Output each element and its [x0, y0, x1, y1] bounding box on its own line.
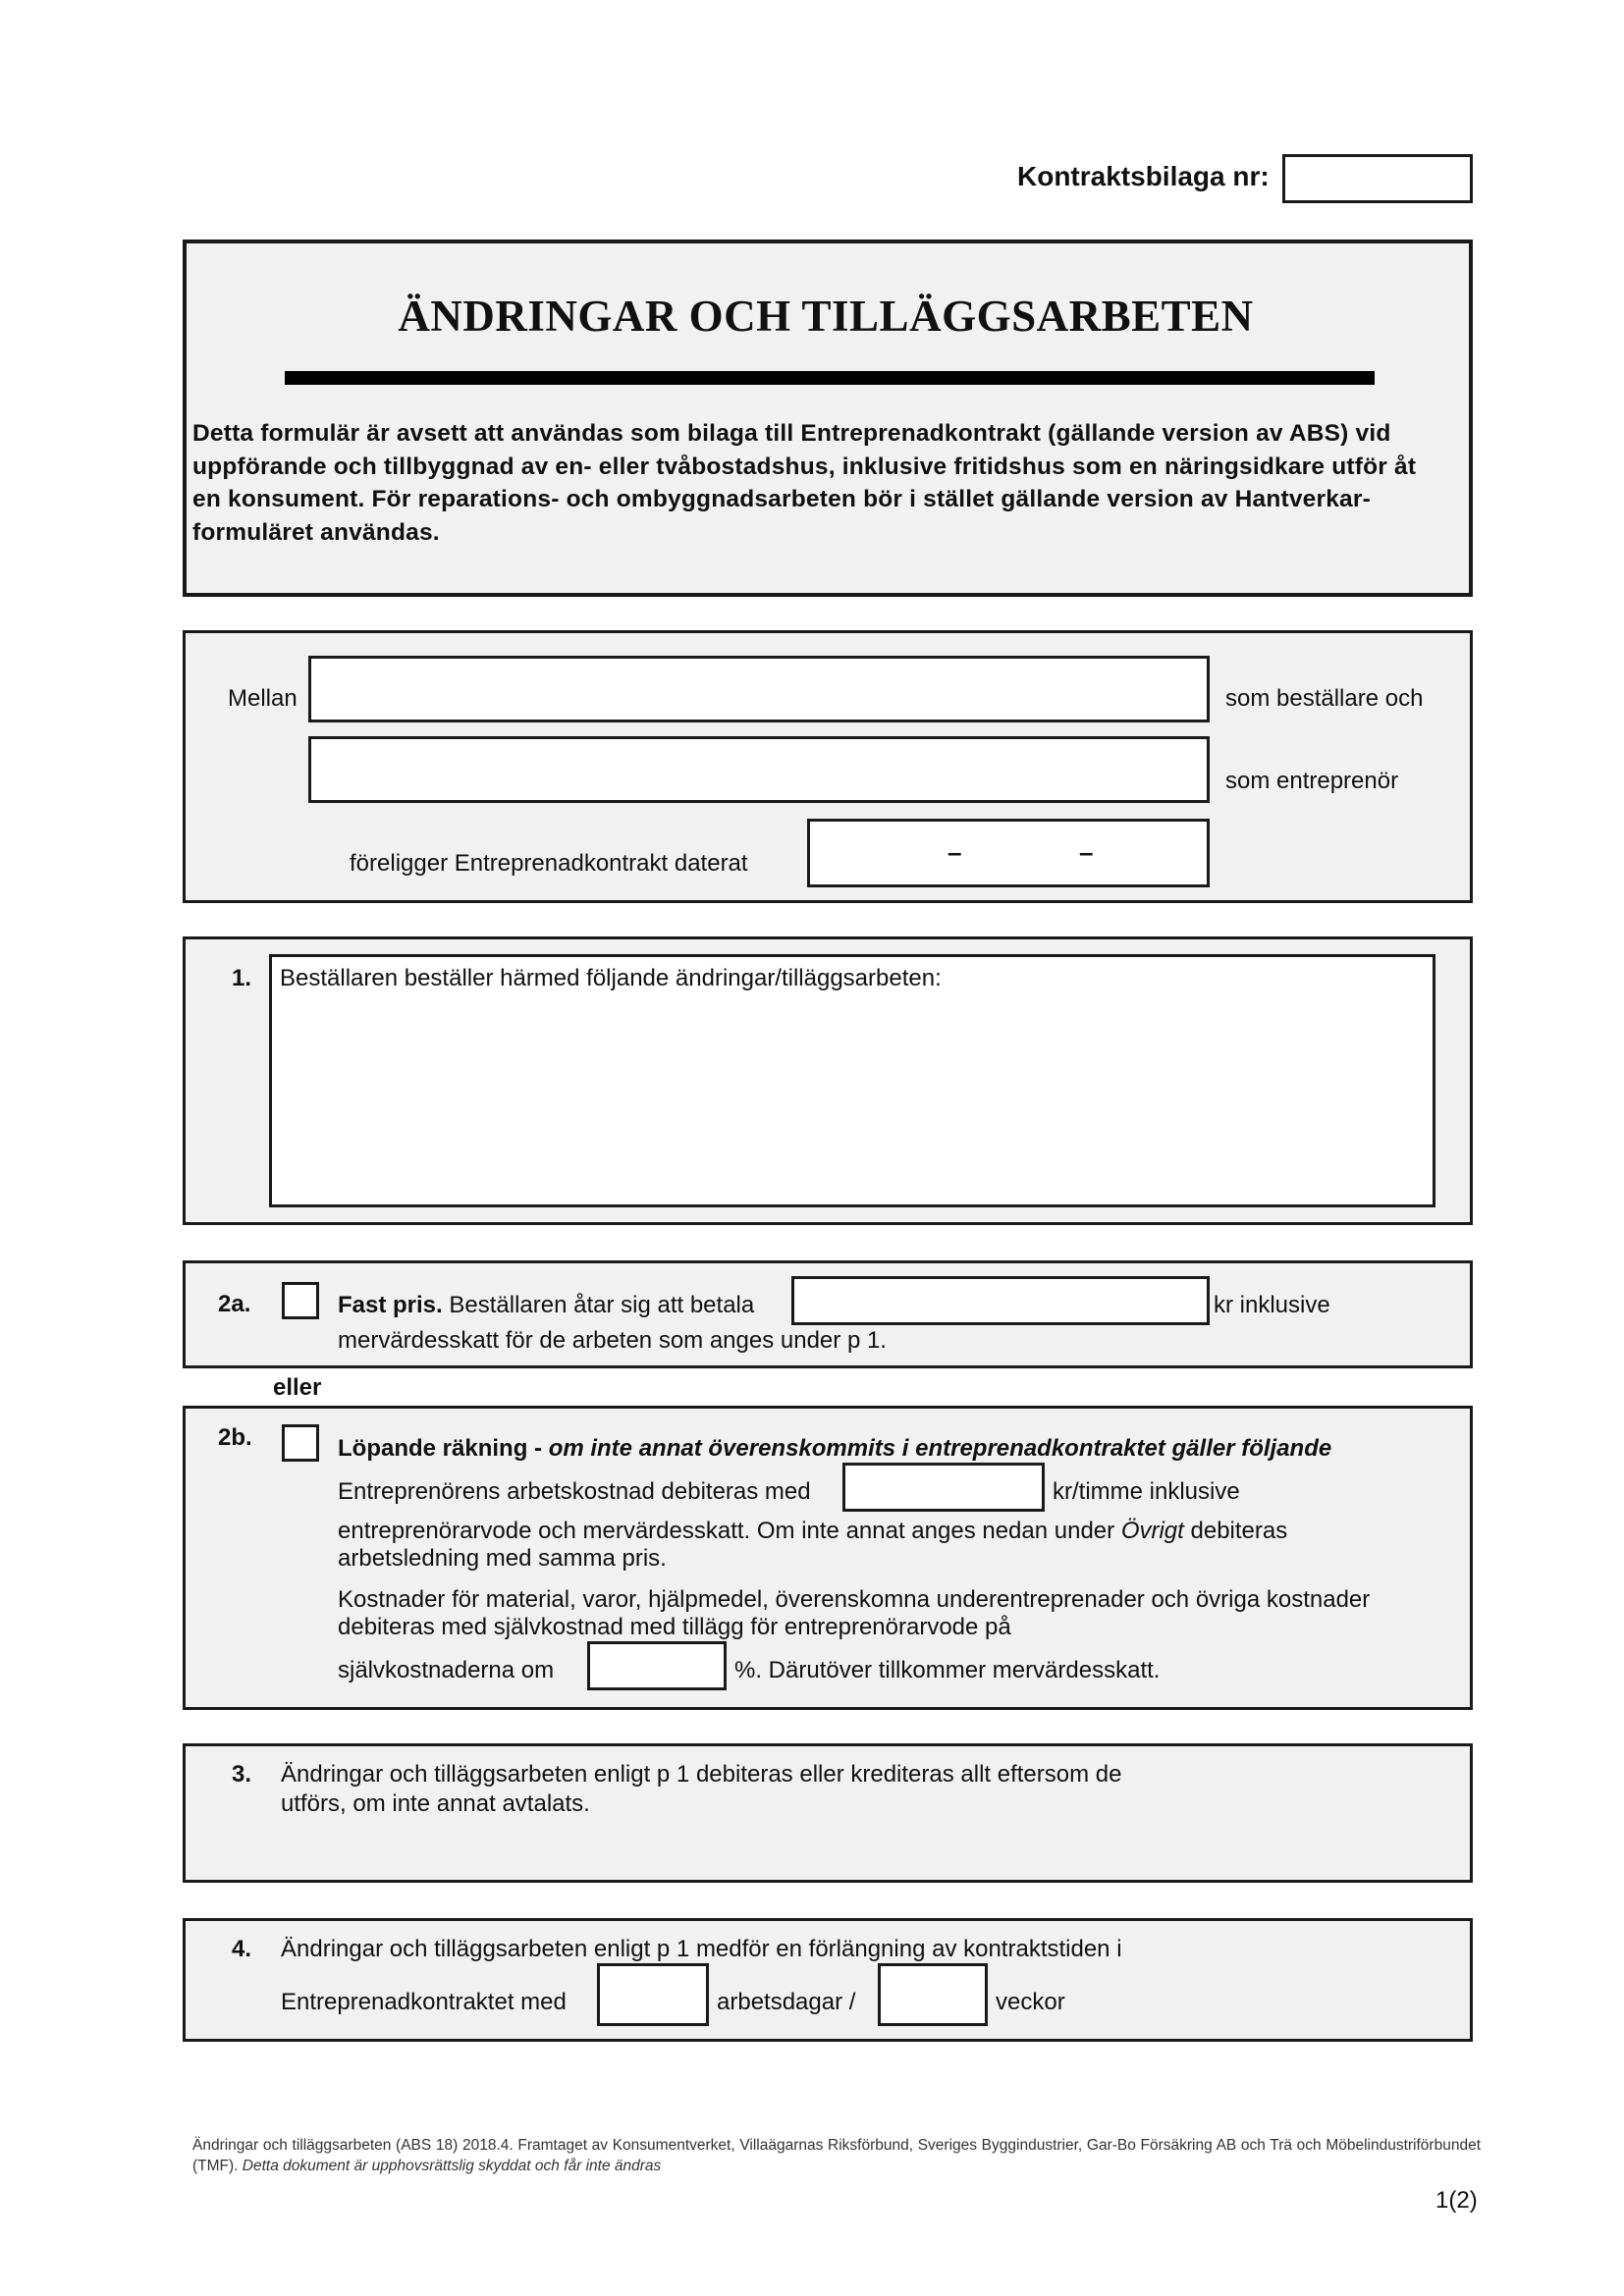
- date-separator: –: [947, 837, 962, 867]
- page-number: 1(2): [1435, 2187, 1478, 2214]
- running-account-checkbox[interactable]: [282, 1424, 319, 1462]
- weeks-suffix: veckor: [996, 1989, 1065, 2015]
- section-2b-line3: [338, 1518, 1287, 1546]
- section-2b-line4: arbetsledning med samma pris.: [338, 1545, 667, 1572]
- running-account-condition: om inte annat överenskommits i entreprenadkontraktet gäller följande: [548, 1435, 1332, 1462]
- section-3-line2: utförs, om inte annat avtalats.: [281, 1790, 590, 1817]
- title-underline: [285, 371, 1375, 385]
- running-account-label: Löpande räkning: [338, 1435, 528, 1462]
- contractor-role-label: som entreprenör: [1225, 768, 1399, 794]
- section-3-number: 3.: [232, 1761, 252, 1788]
- section-2b-line5: Kostnader för material, varor, hjälpmedel, överenskomna underentreprenader och övriga kostnader: [338, 1586, 1371, 1613]
- line3-italic: Övrigt: [1120, 1518, 1184, 1544]
- hourly-rate-suffix: kr/timme inklusive: [1053, 1478, 1240, 1505]
- or-label: eller: [273, 1374, 322, 1401]
- extension-prefix: Entreprenadkontraktet med: [281, 1989, 567, 2015]
- client-name-input[interactable]: [308, 656, 1210, 722]
- workdays-input[interactable]: [597, 1963, 709, 2026]
- between-label: Mellan: [228, 685, 298, 712]
- weeks-input[interactable]: [878, 1963, 988, 2026]
- line3-text-end: debiteras: [1183, 1518, 1288, 1544]
- fixed-price-suffix: kr inklusive: [1214, 1292, 1330, 1318]
- contract-date-input[interactable]: [807, 819, 1210, 887]
- section-1-text: Beställaren beställer härmed följande ändringar/tilläggsarbeten:: [280, 965, 942, 991]
- section-2a-text: [338, 1292, 754, 1320]
- contract-dated-label: föreligger Entreprenadkontrakt daterat: [350, 850, 748, 877]
- percent-prefix: självkostnaderna om: [338, 1657, 555, 1683]
- footer-text: [192, 2135, 1481, 2176]
- footer-copyright: Ändringar och tilläggsarbeten (ABS 18) 2018.4. Framtaget av Konsumentverket, Villaägarnas Riksförbund, Sveriges Byggindustrier, Gar-Bo Försäkring AB och Trä och Möbelindustriförbundet (TMF).: [192, 2137, 1481, 2174]
- intro-line: uppförande och tillbyggnad av en- eller tvåbostadshus, inklusive fritidshus som en näringsidkare utför åt: [192, 453, 1417, 480]
- intro-line: Detta formulär är avsett att användas som bilaga till Entreprenadkontrakt (gällande version av ABS) vid: [192, 420, 1391, 447]
- hourly-rate-input[interactable]: [842, 1463, 1045, 1512]
- section-1-number: 1.: [232, 965, 252, 991]
- contractor-name-input[interactable]: [308, 736, 1210, 803]
- page-title: ÄNDRINGAR OCH TILLÄGGSARBETEN: [398, 292, 1254, 341]
- changes-description-input[interactable]: [269, 954, 1435, 1207]
- section-2a-number: 2a.: [218, 1291, 251, 1317]
- section-2b-line6: debiteras med självkostnad med tillägg för entreprenörarvode på: [338, 1614, 1011, 1640]
- fixed-price-text: Beställaren åtar sig att betala: [449, 1292, 755, 1318]
- hourly-rate-prefix: Entreprenörens arbetskostnad debiteras med: [338, 1478, 811, 1505]
- fixed-price-amount-input[interactable]: [791, 1276, 1210, 1325]
- fixed-price-label: Fast pris.: [338, 1292, 443, 1318]
- section-2b-heading: [338, 1435, 1331, 1464]
- markup-percent-input[interactable]: [587, 1641, 727, 1690]
- workdays-suffix: arbetsdagar /: [717, 1989, 856, 2015]
- contract-appendix-number-input[interactable]: [1282, 154, 1473, 203]
- heading-dash: -: [527, 1435, 549, 1462]
- client-role-label: som beställare och: [1225, 685, 1424, 712]
- intro-text: [192, 417, 1459, 549]
- percent-suffix: %. Därutöver tillkommer mervärdesskatt.: [734, 1657, 1161, 1683]
- section-3-line1: Ändringar och tilläggsarbeten enligt p 1 debiteras eller krediteras allt eftersom de: [281, 1761, 1122, 1788]
- section-2b-number: 2b.: [218, 1424, 252, 1451]
- date-separator: –: [1079, 837, 1094, 867]
- section-4-line1: Ändringar och tilläggsarbeten enligt p 1 medför en förlängning av kontraktstiden i: [281, 1936, 1122, 1962]
- footer-notice: Detta dokument är upphovsrättslig skyddat och får inte ändras: [242, 2158, 662, 2174]
- fixed-price-checkbox[interactable]: [282, 1282, 319, 1319]
- fixed-price-line2: mervärdesskatt för de arbeten som anges under p 1.: [338, 1327, 887, 1354]
- line3-text: entreprenörarvode och mervärdesskatt. Om inte annat anges nedan under: [338, 1518, 1121, 1544]
- contract-appendix-label: Kontraktsbilaga nr:: [1017, 161, 1270, 191]
- intro-line: formuläret användas.: [192, 518, 440, 546]
- section-4-number: 4.: [232, 1936, 252, 1962]
- intro-line: en konsument. För reparations- och ombyggnadsarbeten bör i stället gällande version av Hantverkar-: [192, 486, 1371, 512]
